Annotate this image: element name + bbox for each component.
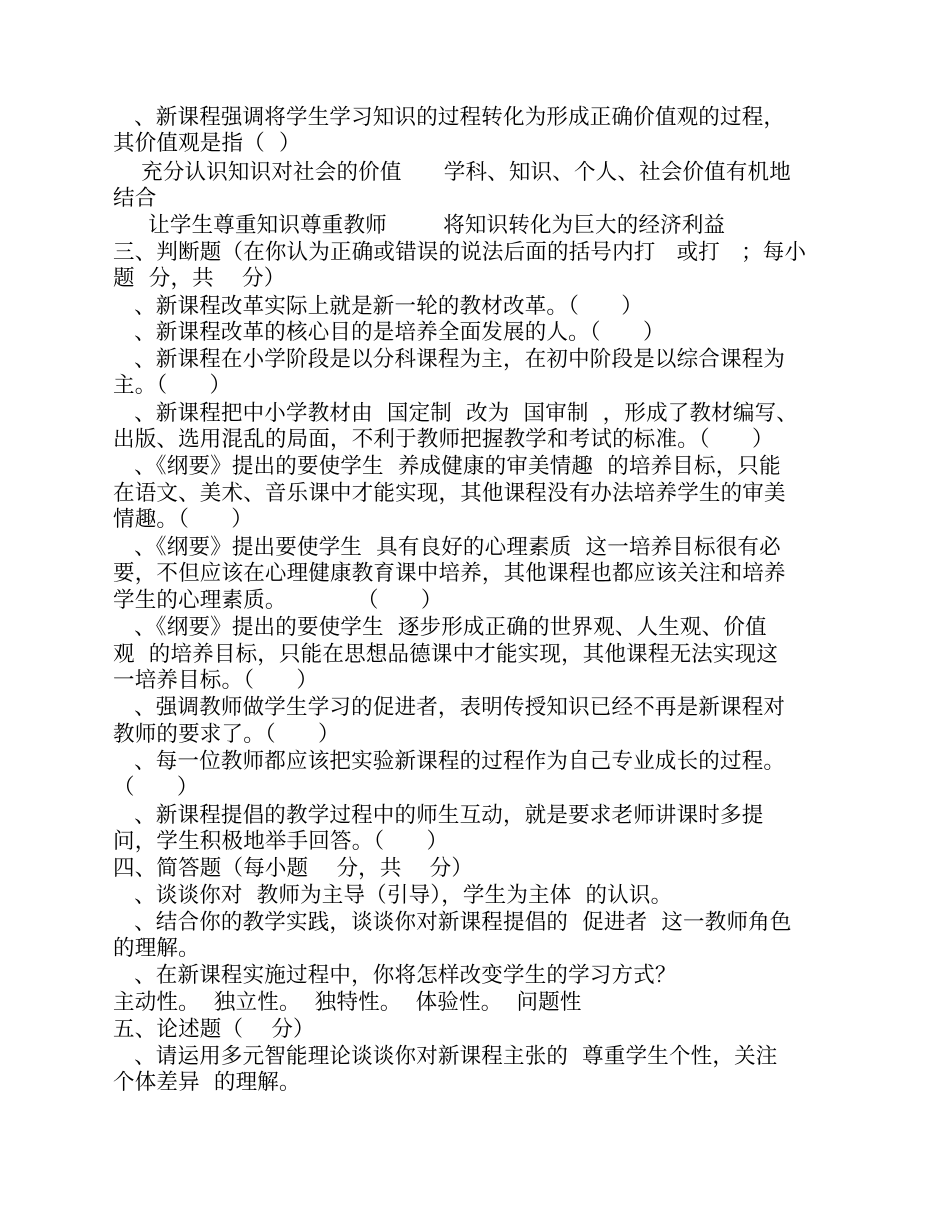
question-line: 、新课程提倡的教学过程中的师生互动，就是要求老师讲课时多提	[113, 803, 764, 828]
question-line: 、请运用多元智能理论谈谈你对新课程主张的 尊重学生个性，关注	[113, 1044, 778, 1069]
question-line: 、强调教师做学生学习的促进者，表明传授知识已经不再是新课程对	[113, 695, 786, 720]
text-line: 的理解。	[113, 936, 200, 961]
question-line: 、每一位教师都应该把实验新课程的过程作为自己专业成长的过程。	[113, 749, 786, 774]
question-line: 、新课程改革实际上就是新一轮的教材改革。（ ）	[113, 294, 643, 319]
question-line: 、新课程改革的核心目的是培养全面发展的人。（ ）	[113, 320, 665, 345]
text-line: 其价值观是指（ ）	[113, 131, 301, 156]
text-line: 主动性。 独立性。 独特性。 体验性。 问题性	[113, 990, 582, 1015]
question-line: 、《纲要》提出要使学生 具有良好的心理素质 这一培养目标很有必	[113, 535, 781, 560]
text-line: 主。（ ）	[113, 373, 232, 398]
text-line: 在语文、美术、音乐课中才能实现，其他课程没有办法培养学生的审美	[113, 481, 786, 506]
question-line: 、结合你的教学实践，谈谈你对新课程提倡的 促进者 这一教师角色	[113, 910, 792, 935]
text-line: 让学生尊重知识尊重教师 将知识转化为巨大的经济利益	[113, 213, 726, 238]
text-line: 充分认识知识对社会的价值 学科、知识、个人、社会价值有机地	[113, 160, 791, 185]
text-line: 结合	[113, 186, 157, 211]
question-line: 、新课程在小学阶段是以分科课程为主，在初中阶段是以综合课程为	[113, 347, 786, 372]
section-heading: 三、判断题（在你认为正确或错误的说法后面的括号内打 或打 ；每小	[113, 240, 807, 265]
section-heading: 四、简答题（每小题 分，共 分）	[113, 856, 474, 881]
question-line: 、《纲要》提出的要使学生 逐步形成正确的世界观、人生观、价值	[113, 615, 767, 640]
text-line: 问，学生积极地举手回答。（ ）	[113, 829, 449, 854]
question-line: 、谈谈你对 教师为主导（引导），学生为主体 的认识。	[113, 883, 673, 908]
text-line: 、新课程强调将学生学习知识的过程转化为形成正确价值观的过程，	[113, 105, 786, 130]
text-line: 题 分，共 分）	[113, 266, 286, 291]
question-line: 、《纲要》提出的要使学生 养成健康的审美情趣 的培养目标，只能	[113, 454, 781, 479]
question-line: 、在新课程实施过程中，你将怎样改变学生的学习方式？	[113, 963, 677, 988]
text-line: 要，不但应该在心理健康教育课中培养，其他课程也都应该关注和培养	[113, 561, 786, 586]
question-line: 、新课程把中小学教材由 国定制 改为 国审制 ，形成了教材编写、	[113, 401, 798, 426]
text-line: 一培养目标。（ ）	[113, 668, 319, 693]
text-line: 情趣。（ ）	[113, 507, 253, 532]
text-line: 个体差异 的理解。	[113, 1070, 301, 1095]
text-line: 出版、选用混乱的局面，不利于教师把握教学和考试的标准。（ ）	[113, 427, 774, 452]
text-line: 学生的心理素质。 （ ）	[113, 588, 443, 613]
text-line: 观 的培养目标，只能在思想品德课中才能实现，其他课程无法实现这	[113, 642, 779, 667]
text-line: 教师的要求了。（ ）	[113, 722, 340, 747]
text-line: （ ）	[113, 775, 199, 800]
section-heading: 五、论述题（ 分）	[113, 1017, 315, 1042]
